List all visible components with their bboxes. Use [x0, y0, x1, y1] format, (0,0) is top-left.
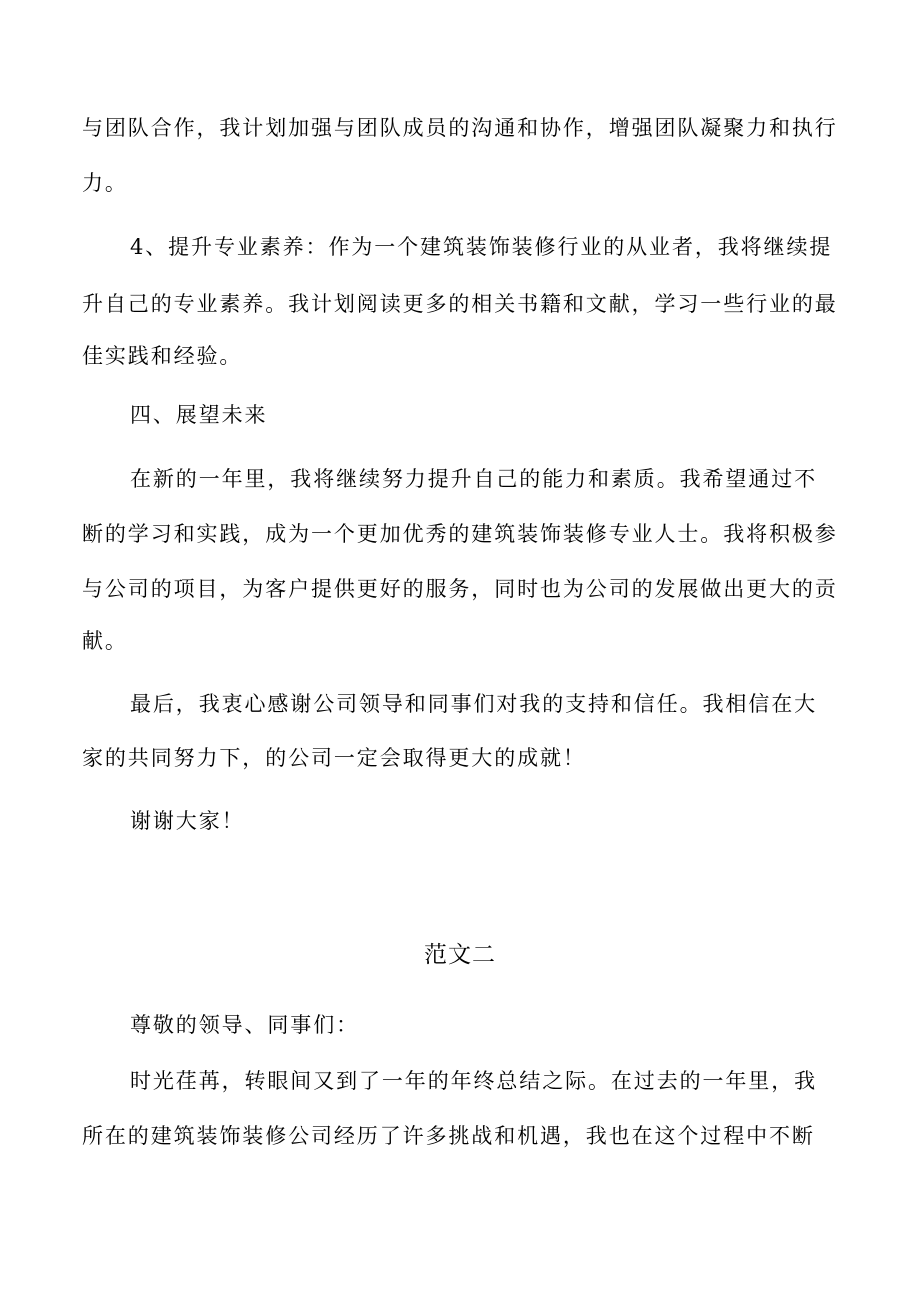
- section-heading: 四、展望未来: [130, 403, 268, 427]
- paragraph-line: 与团队合作，我计划加强与团队成员的沟通和协作，增强团队凝聚力和执行: [82, 116, 838, 140]
- salutation-line: 尊敬的领导、同事们：: [130, 1013, 359, 1037]
- paragraph-line: 升自己的专业素养。我计划阅读更多的相关书籍和文献，学习一些行业的最: [82, 292, 838, 316]
- paragraph-line: 在新的一年里，我将继续努力提升自己的能力和素质。我希望通过不: [130, 467, 817, 491]
- paragraph-line: 4、提升专业素养：作为一个建筑装饰装修行业的从业者，我将继续提: [130, 235, 833, 259]
- paragraph-line: 家的共同努力下，的公司一定会取得更大的成就！: [82, 746, 586, 770]
- paragraph-line: 最后，我衷心感谢公司领导和同事们对我的支持和信任。我相信在大: [130, 692, 817, 716]
- paragraph-line: 与公司的项目，为客户提供更好的服务，同时也为公司的发展做出更大的贡: [82, 577, 838, 601]
- document-title: 范文二: [424, 942, 496, 968]
- paragraph-line: 断的学习和实践，成为一个更加优秀的建筑装饰装修专业人士。我将积极参: [82, 522, 838, 546]
- paragraph-line: 谢谢大家！: [130, 809, 245, 833]
- paragraph-line: 时光荏苒，转眼间又到了一年的年终总结之际。在过去的一年里，我: [130, 1069, 817, 1093]
- paragraph-line: 佳实践和经验。: [82, 344, 243, 368]
- paragraph-line: 献。: [82, 629, 128, 653]
- paragraph-line: 力。: [82, 171, 128, 195]
- paragraph-line: 所在的建筑装饰装修公司经历了许多挑战和机遇，我也在这个过程中不断: [82, 1124, 815, 1148]
